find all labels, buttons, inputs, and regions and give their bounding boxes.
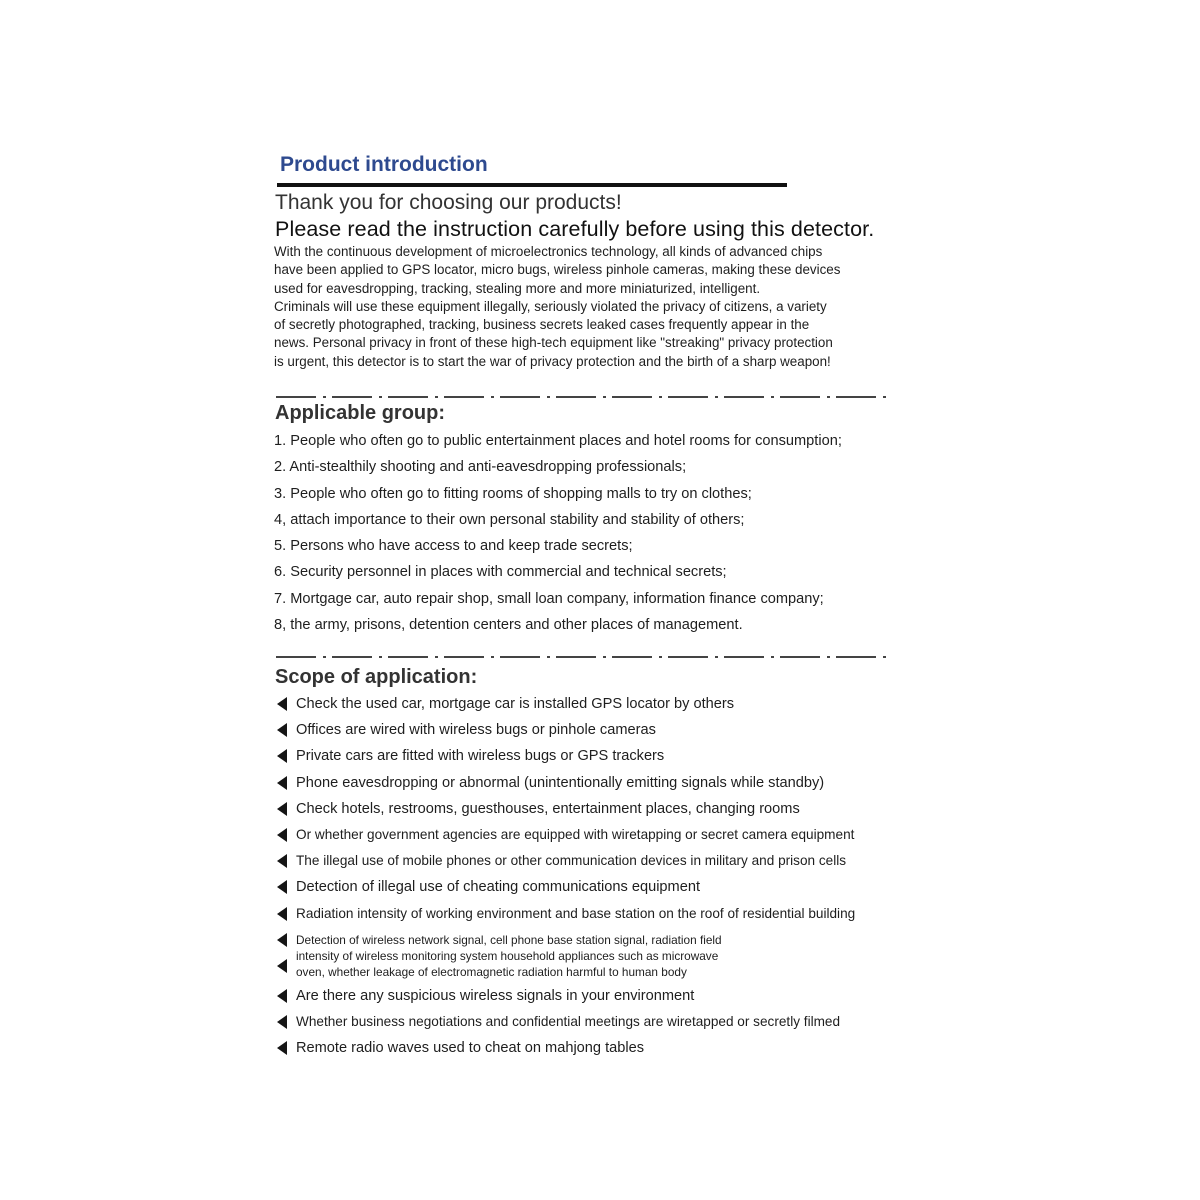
scope-item-text: The illegal use of mobile phones or other communication devices in military and prison cells [296, 853, 847, 869]
intro-line: of secretly photographed, tracking, business secrets leaked cases frequently appear in the [274, 317, 810, 333]
arrow-bullet-icon [277, 959, 287, 973]
arrow-bullet-icon [277, 989, 287, 1003]
scope-item-multiline [277, 929, 855, 985]
scope-item-text: Offices are wired with wireless bugs or pinhole cameras [296, 722, 656, 739]
list-item: 2. Anti-stealthily shooting and anti-eavesdropping professionals; [274, 459, 687, 476]
scope-item [277, 903, 855, 929]
arrow-bullet-icon [277, 749, 287, 763]
arrow-bullet-icon [277, 1015, 287, 1029]
intro-line: is urgent, this detector is to start the war of privacy protection and the birth of a sharp weapon! [274, 353, 831, 369]
arrow-bullet-icon [277, 907, 287, 921]
scope-item-line: intensity of wireless monitoring system household appliances such as microwave [296, 948, 719, 963]
scope-item [277, 772, 855, 798]
intro-line: have been applied to GPS locator, micro bugs, wireless pinhole cameras, making these devices [274, 262, 841, 278]
scope-item [277, 798, 855, 824]
scope-list [277, 693, 855, 1063]
scope-item-text: Radiation intensity of working environment and base station on the roof of residential building [296, 905, 856, 921]
arrow-bullet-icon [277, 723, 287, 737]
scope-item-text: Check hotels, restrooms, guesthouses, entertainment places, changing rooms [296, 800, 800, 817]
list-item: 3. People who often go to fitting rooms of shopping malls to try on clothes; [274, 485, 752, 502]
scope-item [277, 850, 855, 876]
arrow-bullet-icon [277, 1041, 287, 1055]
arrow-bullet-icon [277, 776, 287, 790]
instruction-line: Please read the instruction carefully before using this detector. [275, 217, 875, 241]
scope-item [277, 985, 855, 1011]
list-item: 8, the army, prisons, detention centers and other places of management. [274, 617, 743, 634]
scope-item-line: oven, whether leakage of electromagnetic radiation harmful to human body [296, 965, 687, 980]
scope-item-text: Private cars are fitted with wireless bugs or GPS trackers [296, 748, 665, 765]
section-title: Product introduction [280, 153, 488, 176]
applicable-group-heading: Applicable group: [275, 402, 445, 424]
scope-item [277, 824, 855, 850]
scope-item [277, 1037, 855, 1063]
list-item: 7. Mortgage car, auto repair shop, small loan company, information finance company; [274, 590, 824, 607]
intro-line: news. Personal privacy in front of these high-tech equipment like "streaking" privacy protection [274, 335, 833, 351]
dashed-divider [276, 656, 886, 658]
intro-line: With the continuous development of microelectronics technology, all kinds of advanced chips [274, 244, 823, 259]
scope-item-text: Check the used car, mortgage car is installed GPS locator by others [296, 696, 735, 712]
arrow-bullet-icon [277, 802, 287, 816]
thanks-line: Thank you for choosing our products! [275, 191, 622, 214]
scope-item-line: Detection of wireless network signal, cell phone base station signal, radiation field [296, 932, 722, 947]
applicable-group-list [274, 430, 842, 640]
list-item: 6. Security personnel in places with commercial and technical secrets; [274, 564, 727, 581]
scope-item [277, 719, 855, 745]
intro-line: Criminals will use these equipment illegally, seriously violated the privacy of citizens, a variety [274, 298, 827, 314]
title-underline [277, 183, 787, 187]
arrow-bullet-icon [277, 697, 287, 711]
arrow-bullet-icon [277, 880, 287, 894]
list-item: 4, attach importance to their own personal stability and stability of others; [274, 511, 745, 528]
intro-line: used for eavesdropping, tracking, stealing more and more miniaturized, intelligent. [274, 280, 761, 296]
scope-item-text: Detection of illegal use of cheating communications equipment [296, 879, 700, 896]
scope-heading: Scope of application: [275, 666, 478, 688]
scope-item-text: Are there any suspicious wireless signals in your environment [296, 987, 695, 1004]
arrow-bullet-icon [277, 854, 287, 868]
list-item: 1. People who often go to public entertainment places and hotel rooms for consumption; [274, 433, 842, 449]
scope-item-text: Remote radio waves used to cheat on mahjong tables [296, 1040, 645, 1057]
list-item: 5. Persons who have access to and keep trade secrets; [274, 538, 633, 555]
scope-item-text: Whether business negotiations and confidential meetings are wiretapped or secretly filmed [296, 1013, 841, 1029]
dashed-divider [276, 396, 886, 398]
intro-paragraph [274, 243, 914, 371]
scope-item-text: Or whether government agencies are equipped with wiretapping or secret camera equipment [296, 826, 855, 842]
scope-item [277, 745, 855, 771]
scope-item [277, 876, 855, 902]
arrow-bullet-icon [277, 828, 287, 842]
arrow-bullet-icon [277, 933, 287, 947]
scope-item [277, 693, 855, 719]
scope-item-text: Phone eavesdropping or abnormal (unintentionally emitting signals while standby) [296, 774, 825, 791]
scope-item [277, 1011, 855, 1037]
